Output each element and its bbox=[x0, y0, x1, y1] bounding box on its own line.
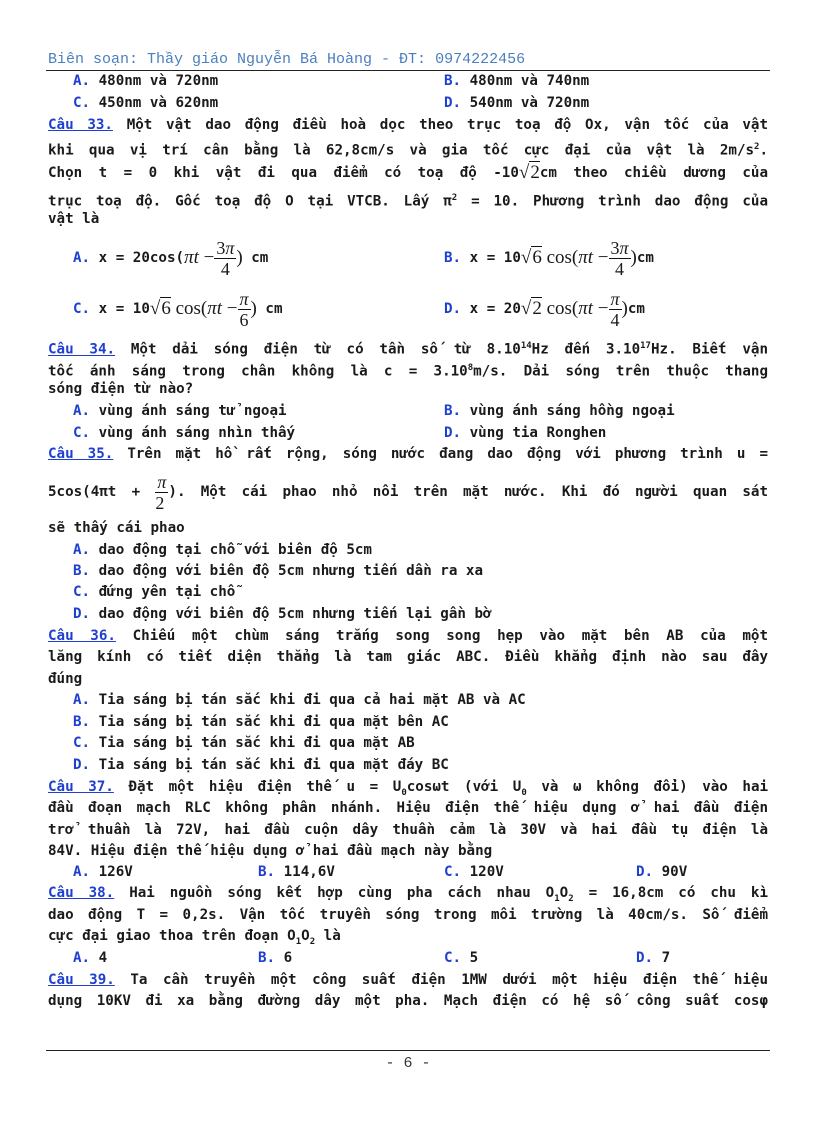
question-33-line-4: trục toạ độ. Gốc toạ độ O tại VTCB. Lấy $\pi^2 = 10$. Phương trình dao động của bbox=[48, 193, 768, 210]
option-b: B. 6 bbox=[258, 950, 293, 966]
question-36-line-2: lăng kính có tiết diện thẳng là tam giác ABC. Điều khẳng định nào sau đây bbox=[48, 649, 768, 665]
question-label: Câu 36. bbox=[48, 628, 116, 644]
question-38-line-2: dao động T = 0,2s. Vận tốc truyền sóng trong môi trường là 40cm/s. Số điểm bbox=[48, 907, 768, 923]
question-34-line-1: Câu 34. Một dải sóng điện từ có tần số từ 8.10$^{14}$Hz đến 3.10$^{17}$Hz. Biết vận bbox=[48, 341, 769, 358]
option-b: B. 114,6V bbox=[258, 864, 335, 880]
question-34-line-2: tốc ánh sáng trong chân không là $c = 3.10^8m/s$. Dải sóng trên thuộc thang bbox=[48, 363, 768, 380]
option-d: D. x = 20√2 cos(πt − $\frac{\pi}{4}$ )cm bbox=[444, 288, 645, 330]
page-number: - 6 - bbox=[385, 1055, 431, 1072]
question-label: Câu 39. bbox=[48, 972, 115, 988]
question-34-line-3: sóng điện từ nào? bbox=[48, 381, 194, 397]
question-label: Câu 38. bbox=[48, 885, 115, 901]
question-38-line-1: Câu 38. Hai nguồn sóng kết hợp cùng pha cách nhau $O_1O_2 = 16,8cm$ có chu kì bbox=[48, 885, 769, 904]
question-label: Câu 35. bbox=[48, 446, 114, 462]
option-c: C. x = 10√6 cos(πt − $\frac{\pi}{6}$ ) cm bbox=[73, 288, 283, 330]
question-33-line-5: vật là bbox=[48, 211, 100, 227]
option-a: A. 126V bbox=[73, 864, 133, 880]
question-label: Câu 33. bbox=[48, 117, 113, 133]
question-label: Câu 37. bbox=[48, 779, 114, 795]
option-d: D. dao động với biên độ 5cm nhưng tiến lại gần bờ bbox=[73, 606, 492, 622]
page-header: Biên soạn: Thầy giáo Nguyễn Bá Hoàng - ĐT: 0974222456 bbox=[48, 51, 526, 68]
option-a: A. Tia sáng bị tán sắc khi đi qua cả hai mặt AB và AC bbox=[73, 692, 526, 708]
option-b: B. vùng ánh sáng hồng ngoại bbox=[444, 403, 675, 419]
question-38-line-3: cực đại giao thoa trên đoạn $O_1O_2$ là bbox=[48, 928, 341, 947]
question-37-line-2: đầu đoạn mạch RLC không phân nhánh. Hiệu điện thế hiệu dụng ở hai đầu điện bbox=[48, 800, 768, 816]
option-a: A. x = 20cos(πt − $\frac{3\pi}{4}$ ) cm bbox=[73, 237, 269, 279]
question-35-line-2: 5cos(4πt + $\frac{\pi}{2}$ ). Một cái phao nhỏ nổi trên mặt nước. Khi đó người quan sát bbox=[48, 471, 769, 513]
footer-divider bbox=[46, 1050, 770, 1051]
option-c: C. vùng ánh sáng nhìn thấy bbox=[73, 425, 296, 441]
header-divider bbox=[46, 70, 770, 71]
question-label: Câu 34. bbox=[48, 341, 116, 358]
option-b: B. Tia sáng bị tán sắc khi đi qua mặt bên AC bbox=[73, 714, 449, 730]
question-33-line-1: Câu 33. Một vật dao động điều hoà dọc theo trục toạ độ Ox, vận tốc của vật bbox=[48, 117, 768, 133]
question-39-line-2: dụng 10KV đi xa bằng đường dây một pha. Mạch điện có hệ số công suất cosφ bbox=[48, 993, 768, 1009]
option-d: D. 90V bbox=[636, 864, 688, 880]
option-b: B. dao động với biên độ 5cm nhưng tiến dần ra xa bbox=[73, 563, 484, 579]
question-37-line-3: trở thuần là 72V, hai đầu cuộn dây thuần cảm là 30V và hai đầu tụ điện là bbox=[48, 822, 768, 838]
option-c: C. 5 bbox=[444, 950, 479, 966]
question-37-line-4: 84V. Hiệu điện thế hiệu dụng ở hai đầu mạch này bằng bbox=[48, 843, 493, 859]
question-33-line-2: khi qua vị trí cân bằng là 62,8cm/s và gia tốc cực đại của vật là $2m/s^2$. bbox=[48, 142, 768, 159]
option-a: A. dao động tại chỗ với biên độ 5cm bbox=[73, 542, 372, 558]
option-a: A. 4 bbox=[73, 950, 108, 966]
question-37-line-1: Câu 37. Đặt một hiệu điện thế $u = U_0\cos\omega t$ (với $U_0$ và ω không đổi) vào hai bbox=[48, 779, 769, 798]
option-b: B. x = 10√6 cos(πt − $\frac{3\pi}{4}$ )cm bbox=[444, 237, 654, 279]
option-d: D. Tia sáng bị tán sắc khi đi qua mặt đáy BC bbox=[73, 757, 449, 773]
option-d: D. 540nm và 720nm bbox=[444, 95, 590, 111]
option-c: C. đứng yên tại chỗ bbox=[73, 584, 236, 600]
question-36-line-3: đúng bbox=[48, 671, 83, 687]
question-33-line-3: Chọn t = 0 khi vật đi qua điểm có toạ độ -10√2cm theo chiều dương của bbox=[48, 162, 768, 183]
option-a: A. vùng ánh sáng tử ngoại bbox=[73, 403, 287, 419]
question-35-line-1: Câu 35. Trên mặt hồ rất rộng, sóng nước đang dao động với phương trình u = bbox=[48, 446, 769, 462]
question-35-line-3: sẽ thấy cái phao bbox=[48, 520, 185, 536]
option-d: D. vùng tia Ronghen bbox=[444, 425, 607, 441]
question-39-line-1: Câu 39. Ta cần truyền một công suất điện 1MW dưới một hiệu điện thế hiệu bbox=[48, 972, 768, 988]
option-a: A. 480nm và 720nm bbox=[73, 73, 219, 89]
option-d: D. 7 bbox=[636, 950, 671, 966]
question-36-line-1: Câu 36. Chiếu một chùm sáng trắng song song hẹp vào mặt bên AB của một bbox=[48, 628, 768, 644]
option-b: B. 480nm và 740nm bbox=[444, 73, 590, 89]
sqrt-2: √2 bbox=[518, 162, 540, 183]
option-c: C. 450nm và 620nm bbox=[73, 95, 219, 111]
option-c: C. Tia sáng bị tán sắc khi đi qua mặt AB bbox=[73, 735, 415, 751]
option-c: C. 120V bbox=[444, 864, 504, 880]
